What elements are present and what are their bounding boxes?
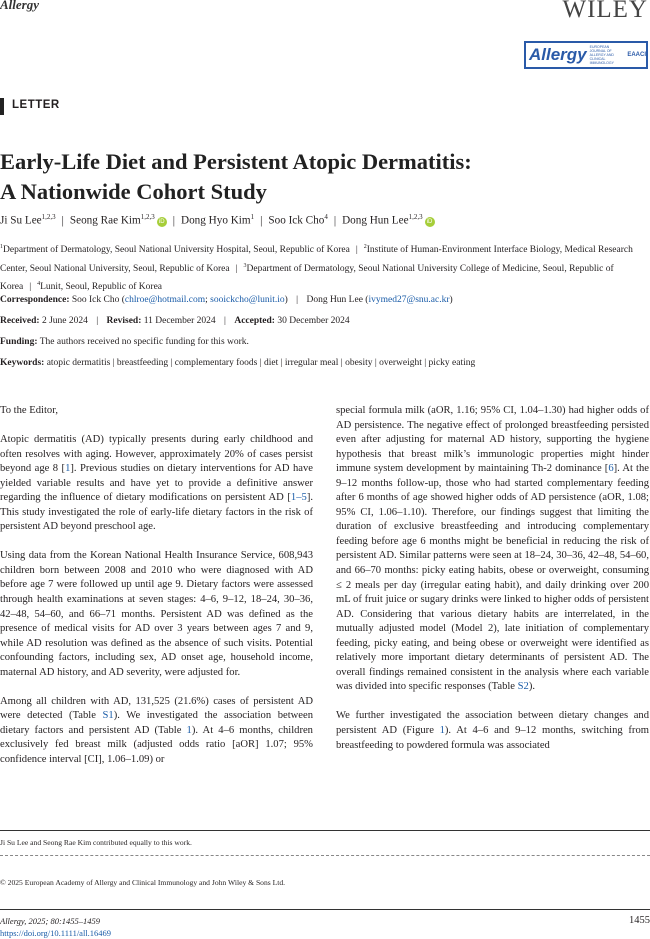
separator: | [172, 214, 175, 227]
citation-line: Allergy, 2025; 80:1455–1459 [0, 916, 101, 926]
author-affil-sup: 4 [324, 213, 328, 221]
footer-rule [0, 909, 650, 910]
paragraph [336, 404, 649, 695]
accepted-label: Accepted: [234, 316, 275, 326]
text: Atopic dermatitis (AD) typically presents during early childhood and often resolves with aging. However, approximately 20% of cases persist beyond age 8 [ [0, 434, 313, 475]
corr-name: Dong Hun Lee [306, 295, 363, 305]
funding [0, 337, 249, 347]
separator: | [29, 282, 32, 293]
author[interactable]: Dong Hun Lee [342, 214, 409, 227]
affil-sup: 1 [0, 244, 3, 250]
text: ). At 4–6 months, children exclusively fed breast milk (adjusted odds ratio [aOR] 1.07; 95% confidence interval [CI], 1.06–1.09) or [0, 724, 313, 765]
paragraph [0, 433, 313, 535]
email-link[interactable]: sooickcho@lunit.io [210, 295, 285, 305]
keywords [0, 358, 475, 368]
table-link[interactable]: S1 [102, 710, 114, 722]
funding-label: Funding: [0, 337, 38, 347]
text: ]. Previous studies on dietary interventions for AD have yielded variable results and have yet to provide a definitive answer regarding the influence of dietary modifications on persistent AD [ [0, 463, 313, 504]
text: Among all children with AD, 131,525 (21.6%) cases of persistent AD were detected (Table [0, 695, 313, 722]
affil-sup: 3 [243, 262, 247, 269]
funding-text: The authors received no specific funding for this work. [39, 337, 249, 347]
text: ). At 4–6 and 9–12 months, switching from breastfeeding to powdered formula was associated [336, 724, 649, 751]
journal-name: Allergy [0, 0, 39, 12]
text: ]. This study investigated the role of early-life dietary factors in the risk of persistent AD beyond preschool age. [0, 492, 313, 533]
page-number: 1455 [629, 915, 650, 926]
copyright: © 2025 European Academy of Allergy and Clinical Immunology and John Wiley & Sons Ltd. [0, 878, 286, 887]
corr-name: Soo Ick Cho [71, 295, 120, 305]
author-affil-sup: 1,2,3 [140, 213, 155, 221]
text: We further investigated the association between dietary changes and persistent AD (Figure [336, 710, 649, 736]
title-line-1: Early-Life Diet and Persistent Atopic Dermatitis: [0, 149, 472, 174]
separator: | [224, 316, 226, 326]
table-link[interactable]: S2 [517, 681, 529, 693]
journal-badge [524, 41, 648, 69]
publisher-logo: WILEY [562, 0, 648, 23]
author[interactable]: Seong Rae Kim [69, 214, 141, 227]
affiliation: Department of Dermatology, Seoul National University Hospital, Seoul, Republic of Korea [3, 245, 350, 256]
separator: | [96, 316, 99, 326]
section-label: LETTER [12, 99, 60, 111]
text: special formula milk (aOR, 1.16; 95% CI, 1.04–1.30) had higher odds of AD persistence. The negative effect of prolonged breastfeeding persisted even after adjusting for maternal AD history, supporting the hygiene hypothesis that breast milk’s immunologic properties might hinder immune system development by maintaining Th-2 dominance [ [336, 405, 649, 475]
article-dates [0, 316, 350, 326]
affiliation: Lunit, Seoul, Republic of Korea [40, 282, 163, 293]
body-column-left [0, 404, 313, 782]
accepted-date: 30 December 2024 [277, 316, 350, 326]
greeting: To the Editor, [0, 405, 58, 416]
keywords-label: Keywords: [0, 358, 45, 368]
email-link[interactable]: ivymed27@snu.ac.kr [368, 295, 450, 305]
footnote-rule [0, 830, 650, 831]
separator: | [61, 214, 64, 227]
correspondence-label: Correspondence: [0, 295, 70, 305]
author-affil-sup: 1,2,3 [408, 213, 423, 221]
received-date: 2 June 2024 [41, 316, 88, 326]
author-list [0, 213, 435, 227]
figure-link[interactable]: 1 [439, 724, 445, 736]
text: ). We investigated the association between dietary factors and persistent AD (Table [0, 710, 313, 736]
separator: | [296, 295, 299, 305]
orcid-icon[interactable]: iD [425, 217, 435, 227]
revised-date: 11 December 2024 [143, 316, 216, 326]
contribution-note: Ji Su Lee and Seong Rae Kim contributed equally to this work. [0, 838, 192, 847]
footnote-divider [0, 855, 650, 856]
citation-link[interactable]: 6 [608, 463, 614, 475]
citation-link[interactable]: 1 [65, 463, 71, 475]
badge-org: EAACI [627, 52, 646, 58]
revised-label: Revised: [106, 316, 142, 326]
author[interactable]: Ji Su Lee [0, 214, 42, 227]
title-line-2: A Nationwide Cohort Study [0, 179, 267, 204]
text: ). [528, 681, 536, 693]
affiliations [0, 240, 646, 296]
correspondence: Correspondence: Soo Ick Cho (chlroe@hotmail.com; sooickcho@lunit.io) | Dong Hun Lee (ivymed27@snu.ac.kr) [0, 295, 453, 305]
affil-sup: 2 [363, 244, 367, 250]
keywords-text: atopic dermatitis | breastfeeding | complementary foods | diet | irregular meal | obesity | overweight | picky eating [46, 358, 476, 368]
received-label: Received: [0, 316, 40, 326]
paragraph: Using data from the Korean National Health Insurance Service, 608,943 children born between 2008 and 2010 who were diagnosed with AD before age 7 were followed up until age 9. Dietary factors were assessed through health examinations at seven stages: 4–6, 9–12, 18–24, 30–36, 42–48, 54–60, and 66–71 months. Persistent AD was defined as the presence of medical visits for AD over 3 years between ages 7 and 9, while AD resolution was defined as the absence of such visits. Potential confounding factors, including sex, AD onset age, household income, maternal AD history, and AD severity, were adjusted for. [0, 550, 313, 678]
affiliation: Institute of Human-Environment Interface Biology, Medical Research Center, Seoul National University, Seoul, Republic of Korea [0, 245, 633, 274]
separator: | [260, 214, 263, 227]
author[interactable]: Soo Ick Cho [268, 214, 325, 227]
author-affil-sup: 1 [250, 213, 255, 221]
text: ]. At the 9–12 months follow-up, those who had started complementary feeding after 6 months of age showed higher odds of AD persistence (aOR, 1.08; 95% CI, 1.06–1.10). Therefore, our findings suggest that limiting the duration of exclusive breastfeeding and introducing complementary feeding before age 6 months might be beneficial in reducing the risk of persistent AD. Similar patterns were seen at 18–24, 30–36, 42–48, 54–60, and 66–70 months: picky eating habits, obese or overweight, consuming ≤ 2 meals per day (irregular eating habit), and daily drinking over 200 mL of fruit juice or sugary drinks were linked to higher odds of persistent AD. Considering that various dietary habits are interrelated, in the mutually adjusted model (Model 2), late initiation of complementary feeding, picky eating, and being obese or overweight were identified as relatively more important dietary determinants of persistent AD. The overall findings remained consistent in the analysis where each variable was divided into specific responses (Table [336, 463, 649, 693]
separator: | [235, 263, 238, 274]
table-link[interactable]: 1 [186, 724, 192, 736]
email-link[interactable]: chlroe@hotmail.com [124, 295, 206, 305]
separator: | [355, 245, 358, 256]
orcid-icon[interactable]: iD [157, 217, 167, 227]
affil-sup: 4 [37, 281, 41, 288]
citation-link[interactable]: 1–5 [290, 492, 307, 504]
section-bar [0, 98, 4, 115]
body-column-right [336, 404, 649, 768]
doi-link[interactable]: https://doi.org/10.1111/all.16469 [0, 928, 112, 938]
affiliation: Department of Dermatology, Seoul National University College of Medicine, Seoul, Republic of Korea [0, 263, 614, 293]
badge-word: Allergy [529, 45, 587, 64]
paragraph [336, 709, 649, 753]
separator: | [333, 214, 337, 227]
author[interactable]: Dong Hyo Kim [181, 214, 251, 227]
paragraph [0, 695, 313, 768]
author-affil-sup: 1,2,3 [41, 213, 56, 221]
article-title [0, 147, 640, 207]
badge-subtitle: EUROPEAN JOURNAL OF ALLERGY AND CLINICAL IMMUNOLOGY [589, 45, 614, 65]
